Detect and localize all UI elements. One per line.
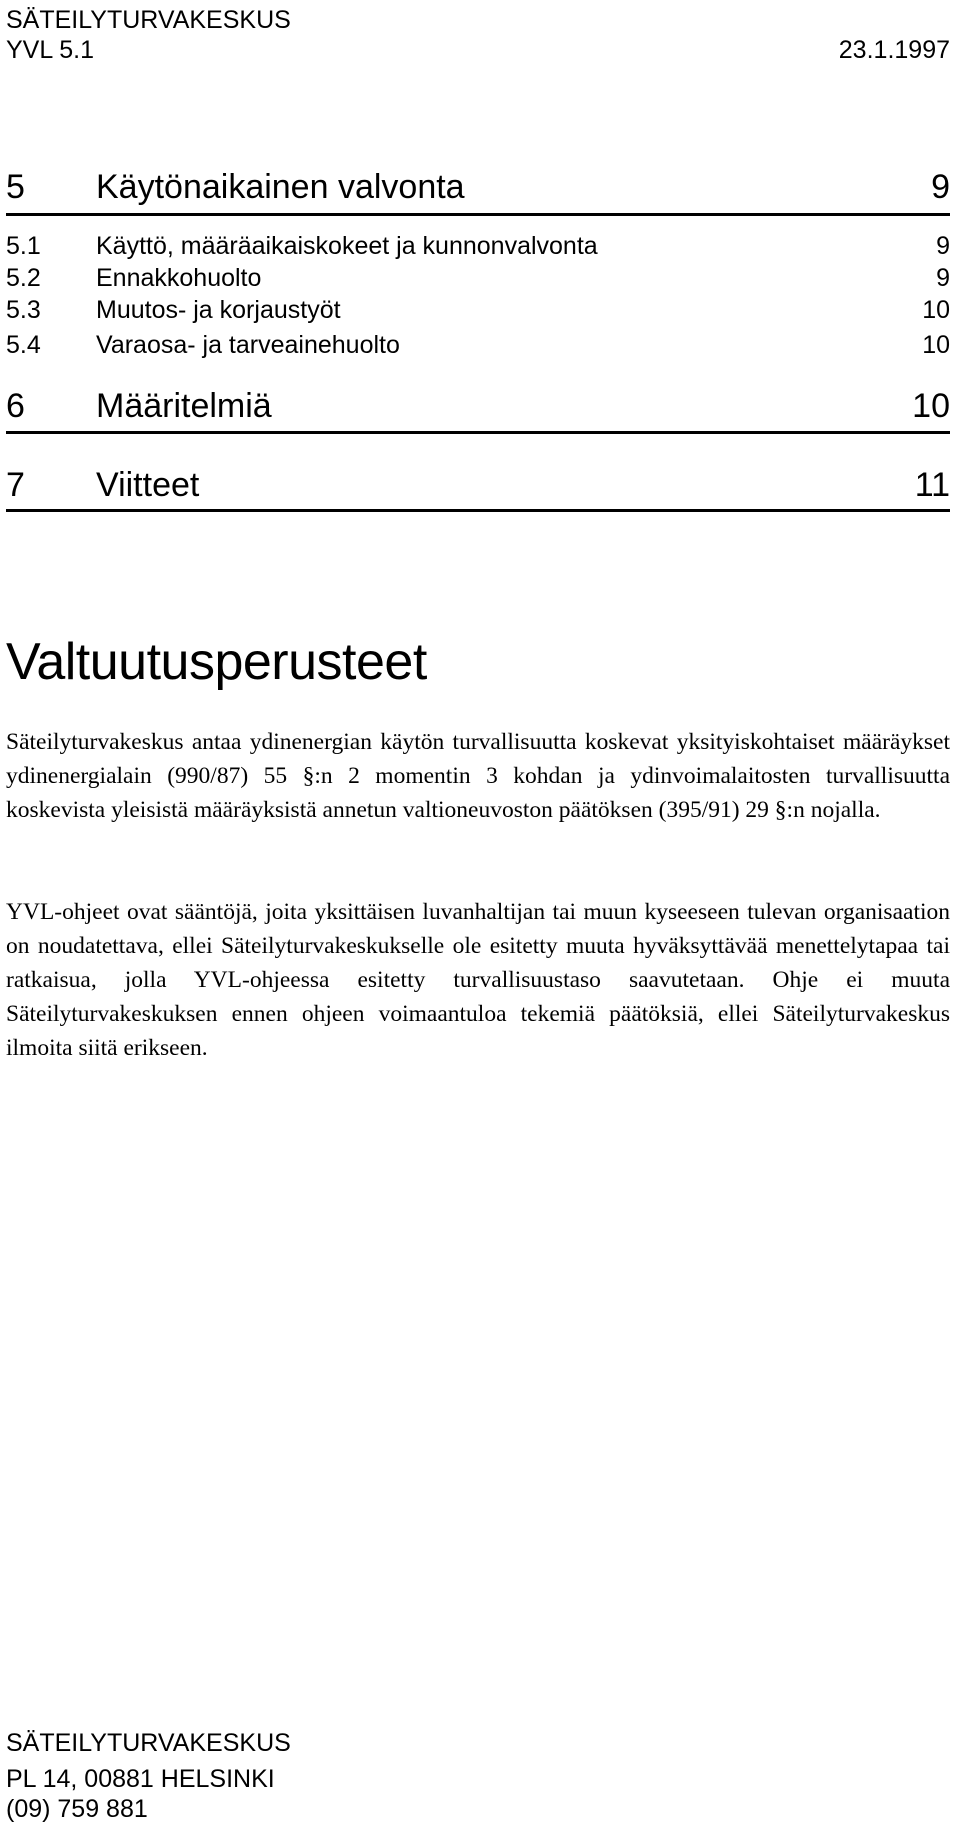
header-doc-id: YVL 5.1 [6, 36, 95, 64]
authority-paragraph-1: Säteilyturvakeskus antaa ydinenergian käytön turvallisuutta koskevat yksityiskohtaiset määräykset ydinenergialain (990/87) 55 §:n 2 momentin 3 kohdan ja ydinvoimalaitosten turvallisuutta koskevista yleisistä määräyksistä annetun valtioneuvoston päätöksen (395/91) 29 §:n nojalla. [6, 729, 950, 823]
toc-subsection-number: 5.1 [6, 232, 41, 260]
footer-org: SÄTEILYTURVAKESKUS [6, 1729, 291, 1757]
toc-section-number: 5 [6, 168, 25, 206]
toc-rule [6, 509, 950, 512]
toc-section-page: 9 [931, 168, 950, 206]
authority-paragraph-2: YVL-ohjeet ovat sääntöjä, joita yksittäisen luvanhaltijan tai muun kyseeseen tulevan organisaation on noudatettava, ellei Säteilyturvakeskukselle ole esitetty muuta hyväksyttävää menettelytapaa tai ratkaisua, jolla YVL-ohjeessa esitetty turvallisuustaso saavutetaan. Ohje ei muuta Säteilyturvakeskuksen ennen ohjeen voimaantuloa tekemiä päätöksiä, ellei Säteilyturvakeskus ilmoita siitä erikseen. [6, 899, 950, 1061]
toc-subsection-page: 10 [922, 331, 950, 359]
toc-subsection-number: 5.3 [6, 296, 41, 324]
toc-section-6[interactable] [6, 386, 950, 426]
toc-section-title: Määritelmiä [96, 387, 272, 425]
toc-subsection-5-1[interactable] [6, 231, 950, 261]
toc-subsection-title: Varaosa- ja tarveainehuolto [96, 331, 400, 359]
toc-section-7[interactable] [6, 465, 950, 505]
toc-subsection-page: 9 [936, 264, 950, 292]
toc-subsection-5-2[interactable] [6, 263, 950, 293]
toc-section-number: 6 [6, 387, 25, 425]
toc-section-page: 11 [914, 466, 950, 504]
toc-subsection-5-3[interactable] [6, 295, 950, 325]
header-date: 23.1.1997 [838, 36, 950, 64]
toc-subsection-number: 5.2 [6, 264, 41, 292]
toc-subsection-page: 9 [936, 232, 950, 260]
toc-subsection-number: 5.4 [6, 331, 41, 359]
footer-phone: (09) 759 881 [6, 1795, 148, 1823]
toc-section-page: 10 [912, 387, 950, 425]
toc-subsection-title: Ennakkohuolto [96, 264, 262, 292]
footer-address: PL 14, 00881 HELSINKI [6, 1765, 275, 1793]
toc-section-title: Viitteet [96, 466, 200, 504]
header-org: SÄTEILYTURVAKESKUS [6, 6, 291, 34]
toc-subsection-5-4[interactable] [6, 330, 950, 360]
toc-rule [6, 213, 950, 216]
toc-section-5[interactable] [6, 167, 950, 207]
toc-subsection-title: Käyttö, määräaikaiskokeet ja kunnonvalvonta [96, 232, 598, 260]
toc-rule [6, 431, 950, 434]
toc-section-title: Käytönaikainen valvonta [96, 168, 465, 206]
toc-subsection-title: Muutos- ja korjaustyöt [96, 296, 341, 324]
section-title: Valtuutusperusteet [6, 633, 427, 691]
toc-subsection-page: 10 [922, 296, 950, 324]
toc-section-number: 7 [6, 466, 25, 504]
